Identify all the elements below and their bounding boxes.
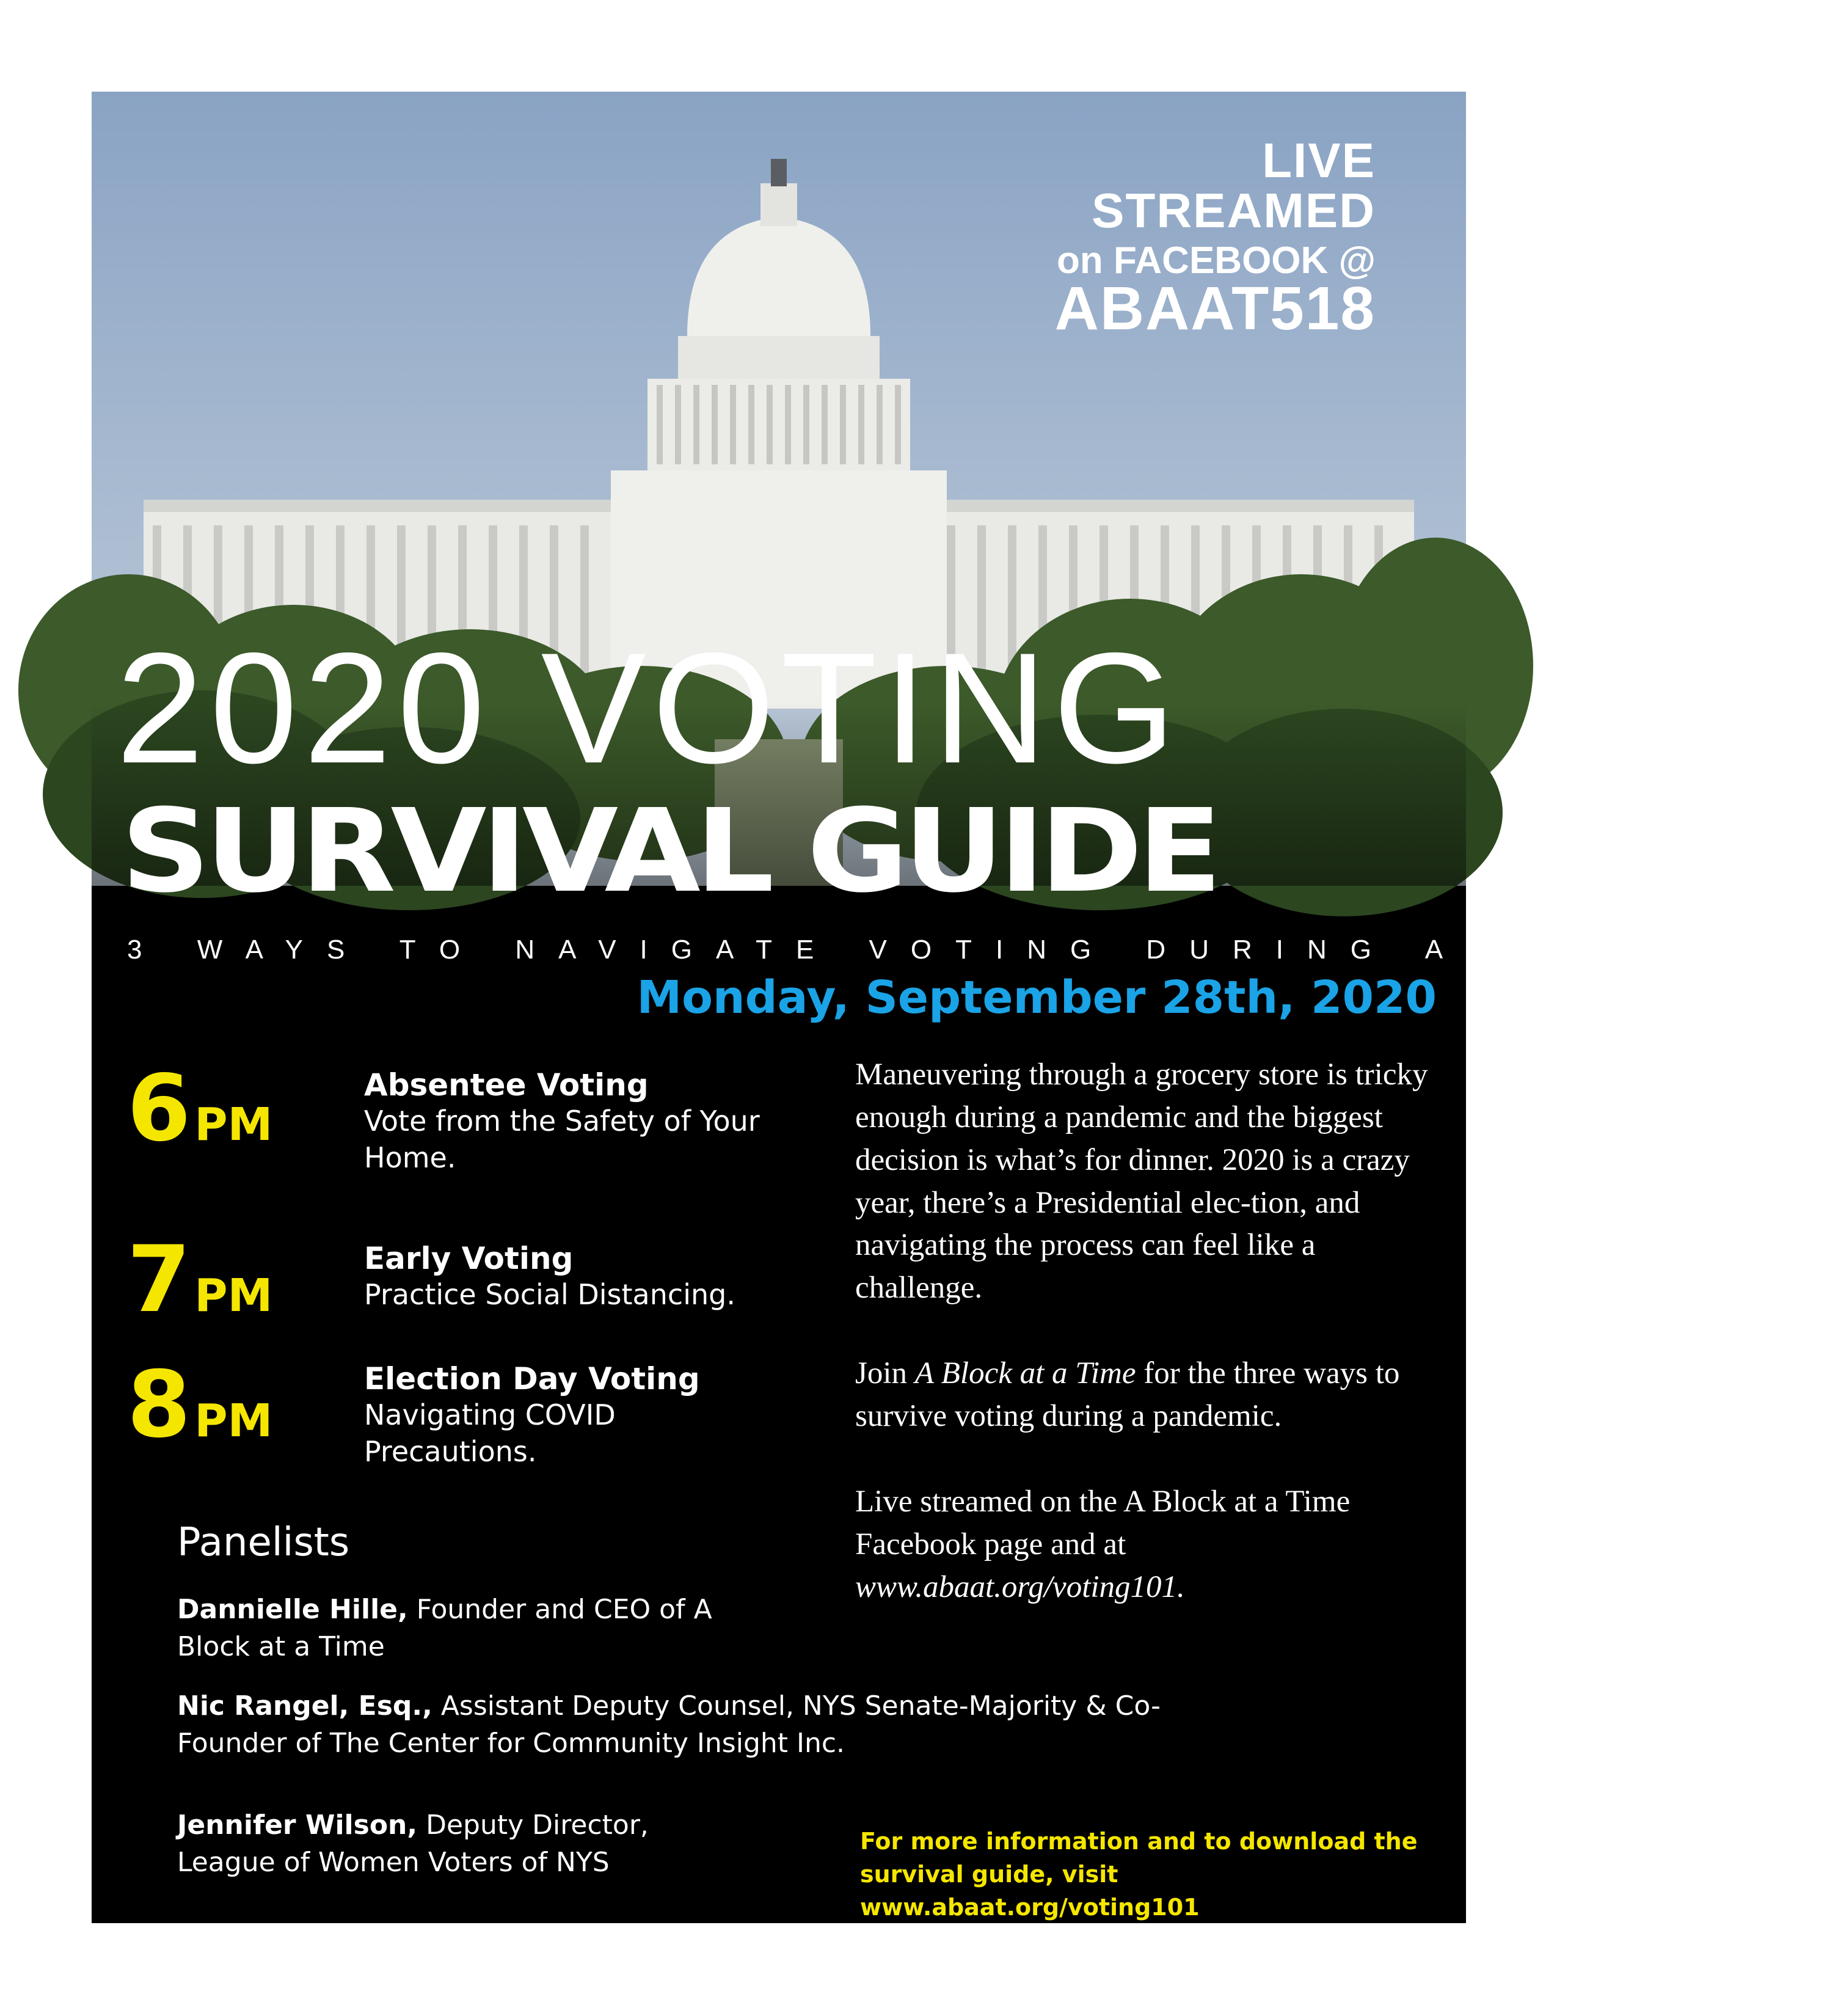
paragraph-text: Live streamed on the A Block at a Time Facebook page and at (855, 1484, 1351, 1561)
panelist-role: Founder and CEO of A Block at a Time (177, 1594, 712, 1662)
panelist-name: Nic Rangel, Esq., (177, 1690, 432, 1722)
session-suffix: PM (194, 1098, 273, 1151)
organization-name: A Block at a Time (914, 1356, 1136, 1391)
session-description: Navigating COVID Precautions. (364, 1398, 616, 1468)
event-description (855, 1054, 1435, 1651)
session-suffix: PM (194, 1269, 273, 1322)
panelists-heading: Panelists (177, 1520, 350, 1565)
session-election-day (127, 1352, 830, 1500)
live-stream-notice (1054, 133, 1376, 343)
live-line-1: LIVE (1262, 133, 1376, 188)
live-line-2: STREAMED (1092, 183, 1376, 238)
panelist-name: Dannielle Hille, (177, 1594, 408, 1625)
session-description: Practice Social Distancing. (364, 1278, 735, 1311)
session-time (127, 1056, 273, 1162)
title-line-1: 2020 VOTING (116, 619, 1182, 796)
session-time (127, 1227, 273, 1333)
session-early (127, 1227, 830, 1375)
live-handle: ABAAT518 (1054, 274, 1376, 343)
session-name: Early Voting (364, 1241, 574, 1276)
description-paragraph-3 (855, 1481, 1435, 1609)
paragraph-text: Join (855, 1356, 915, 1391)
session-absentee (127, 1056, 830, 1203)
tagline: 3 WAYS TO NAVIGATE VOTING DURING A PANDEMIC (127, 935, 1827, 965)
panelist-role: Deputy Director, League of Women Voters of NYS (177, 1810, 649, 1878)
session-name: Election Day Voting (364, 1361, 700, 1397)
session-hour: 7 (127, 1227, 191, 1333)
description-paragraph-2 (855, 1353, 1435, 1438)
session-description: Vote from the Safety of Your Home. (364, 1105, 760, 1174)
panelist-1 (177, 1591, 745, 1665)
session-time (127, 1352, 273, 1458)
session-name: Absentee Voting (364, 1067, 649, 1103)
panelist-3 (177, 1807, 702, 1881)
description-paragraph-1: Maneuvering through a grocery store is tricky enough during a pandemic and the biggest decision is what’s for dinner. 2020 is a crazy year, there’s a Presidential elec-tion, and navigating the process can feel like a challenge. (855, 1057, 1428, 1306)
panelist-name: Jennifer Wilson, (177, 1810, 418, 1841)
website-link[interactable]: www.abaat.org/voting101. (855, 1569, 1185, 1604)
event-date: Monday, September 28th, 2020 (636, 971, 1437, 1024)
panelist-2 (177, 1688, 1167, 1762)
session-suffix: PM (194, 1395, 273, 1447)
panelist-role: Assistant Deputy Counsel, NYS Senate-Majority & Co-Founder of The Center for Community Insight Inc. (177, 1690, 1161, 1759)
title-line-2: SURVIVAL GUIDE (121, 784, 1217, 918)
live-line-3: on FACEBOOK @ (1056, 239, 1376, 282)
poster (92, 92, 1827, 1923)
session-hour: 8 (127, 1352, 191, 1458)
more-info-note: For more information and to download the survival guide, visit www.abaat.org/voting101 (860, 1828, 1418, 1921)
paragraph-text: for the three ways to survive voting during a pandemic. (855, 1356, 1400, 1434)
session-hour: 6 (127, 1056, 191, 1162)
